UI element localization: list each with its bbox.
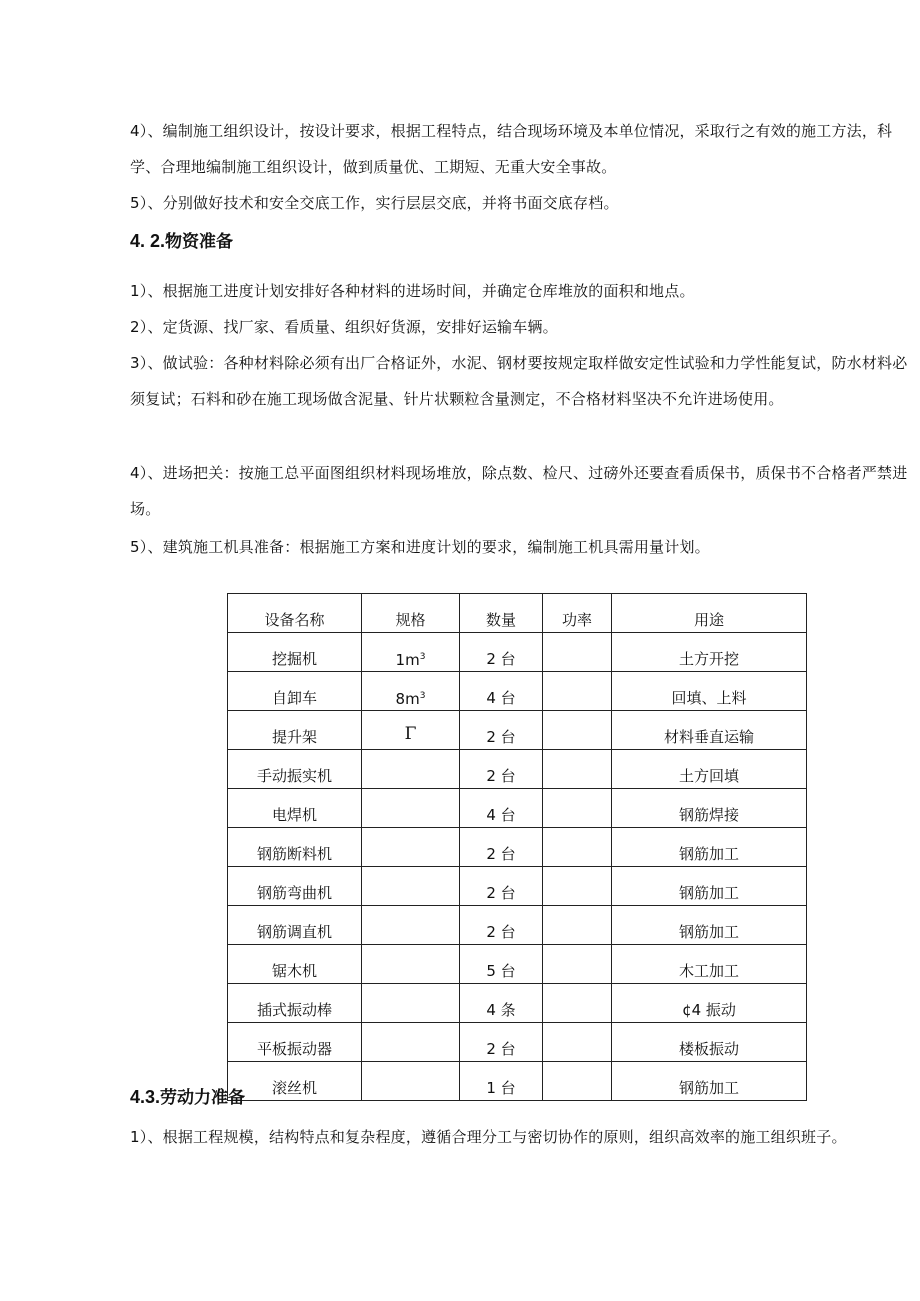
cell-power xyxy=(543,906,612,945)
cell-quantity: 4 台 xyxy=(460,672,543,711)
cell-quantity: 5 台 xyxy=(460,945,543,984)
paragraph-5-technical-disclosure: 5）、分别做好技术和安全交底工作，实行层层交底，并将书面交底存档。 xyxy=(130,194,619,212)
table-row xyxy=(228,789,807,828)
paragraph-labor-1: 1）、根据工程规模，结构特点和复杂程度，遵循合理分工与密切协作的原则，组织高效率的施工组织班子。 xyxy=(130,1128,847,1146)
cell-quantity: 4 条 xyxy=(460,984,543,1023)
cell-usage: 材料垂直运输 xyxy=(612,711,807,750)
cell-spec xyxy=(362,1023,460,1062)
cell-quantity: 2 台 xyxy=(460,1023,543,1062)
section-heading-4-2 xyxy=(130,229,233,254)
cell-spec xyxy=(362,1062,460,1101)
table-row xyxy=(228,1023,807,1062)
paragraph-material-2: 2）、定货源、找厂家、看质量、组织好货源，安排好运输车辆。 xyxy=(130,318,558,336)
cell-usage: 钢筋加工 xyxy=(612,828,807,867)
cell-spec: $8m^3$ xyxy=(362,672,460,711)
cell-quantity: 1 台 xyxy=(460,1062,543,1101)
cell-power xyxy=(543,1062,612,1101)
cell-quantity: 2 台 xyxy=(460,711,543,750)
cell-power xyxy=(543,672,612,711)
cell-name: 提升架 xyxy=(228,711,362,750)
equipment-table xyxy=(227,593,807,1101)
cell-power xyxy=(543,1023,612,1062)
cell-name: 钢筋调直机 xyxy=(228,906,362,945)
cell-quantity: 4 台 xyxy=(460,789,543,828)
cell-quantity: 2 台 xyxy=(460,633,543,672)
section-number: 4.3. xyxy=(130,1087,161,1107)
cell-usage: 钢筋加工 xyxy=(612,1062,807,1101)
cell-usage: 钢筋加工 xyxy=(612,906,807,945)
table-row xyxy=(228,867,807,906)
cell-name: 滚丝机 xyxy=(228,1062,362,1101)
header-power: 功率 xyxy=(543,594,612,633)
cell-spec xyxy=(362,828,460,867)
paragraph-4-construction-design: 4）、编制施工组织设计，按设计要求，根据工程特点，结合现场环境及本单位情况，采取行之有效的施工方法，科学、合理地编制施工组织设计，做到质量优、工期短、无重大安全事故。 xyxy=(130,122,893,176)
cell-power xyxy=(543,828,612,867)
table-row xyxy=(228,906,807,945)
table-row xyxy=(228,711,807,750)
paragraph-material-1: 1）、根据施工进度计划安排好各种材料的进场时间，并确定仓库堆放的面积和地点。 xyxy=(130,282,695,300)
cell-name: 钢筋断料机 xyxy=(228,828,362,867)
cell-power xyxy=(543,867,612,906)
cell-spec xyxy=(362,906,460,945)
cell-usage: ¢4 振动 xyxy=(612,984,807,1023)
table-row xyxy=(228,984,807,1023)
table-header-row xyxy=(228,594,807,633)
cell-quantity: 2 台 xyxy=(460,828,543,867)
cell-usage: 土方回填 xyxy=(612,750,807,789)
cell-name: 电焊机 xyxy=(228,789,362,828)
section-heading-4-3 xyxy=(130,1085,245,1110)
cell-name: 钢筋弯曲机 xyxy=(228,867,362,906)
cell-spec xyxy=(362,750,460,789)
cell-name: 插式振动棒 xyxy=(228,984,362,1023)
cell-usage: 钢筋加工 xyxy=(612,867,807,906)
header-usage: 用途 xyxy=(612,594,807,633)
section-number: 4. 2. xyxy=(130,231,166,251)
cell-spec xyxy=(362,984,460,1023)
cell-name: 平板振动器 xyxy=(228,1023,362,1062)
cell-name: 手动振实机 xyxy=(228,750,362,789)
cell-power xyxy=(543,789,612,828)
header-spec: 规格 xyxy=(362,594,460,633)
cell-usage: 土方开挖 xyxy=(612,633,807,672)
cell-quantity: 2 台 xyxy=(460,867,543,906)
cell-usage: 木工加工 xyxy=(612,945,807,984)
cell-spec xyxy=(362,945,460,984)
cell-usage: 回填、上料 xyxy=(612,672,807,711)
cell-spec xyxy=(362,867,460,906)
paragraph-material-4: 4）、进场把关：按施工总平面图组织材料现场堆放，除点数、检尺、过磅外还要查看质保书，质保书不合格者严禁进场。 xyxy=(130,464,908,518)
table-row xyxy=(228,1062,807,1101)
cell-quantity: 2 台 xyxy=(460,906,543,945)
section-title: 物资准备 xyxy=(165,232,234,252)
cell-quantity: 2 台 xyxy=(460,750,543,789)
cell-power xyxy=(543,984,612,1023)
cell-name: 挖掘机 xyxy=(228,633,362,672)
cell-power xyxy=(543,945,612,984)
paragraph-material-5: 5）、建筑施工机具准备：根据施工方案和进度计划的要求，编制施工机具需用量计划。 xyxy=(130,538,710,556)
table-row xyxy=(228,945,807,984)
cell-power xyxy=(543,711,612,750)
cell-spec: Γ xyxy=(362,711,460,750)
table-row xyxy=(228,828,807,867)
header-quantity: 数量 xyxy=(460,594,543,633)
cell-power xyxy=(543,750,612,789)
cell-spec: $1m^3$ xyxy=(362,633,460,672)
table-row xyxy=(228,633,807,672)
cell-name: 锯木机 xyxy=(228,945,362,984)
paragraph-material-3: 3）、做试验：各种材料除必须有出厂合格证外，水泥、钢材要按规定取样做安定性试验和力学性能复试，防水材料必须复试；石料和砂在施工现场做含泥量、针片状颗粒含量测定，不合格材料坚决不允许进场使用。 xyxy=(130,354,908,408)
section-title: 劳动力准备 xyxy=(160,1088,246,1108)
cell-power xyxy=(543,633,612,672)
table-row xyxy=(228,672,807,711)
cell-usage: 钢筋焊接 xyxy=(612,789,807,828)
header-equipment-name: 设备名称 xyxy=(228,594,362,633)
table-row xyxy=(228,750,807,789)
cell-usage: 楼板振动 xyxy=(612,1023,807,1062)
cell-spec xyxy=(362,789,460,828)
cell-name: 自卸车 xyxy=(228,672,362,711)
